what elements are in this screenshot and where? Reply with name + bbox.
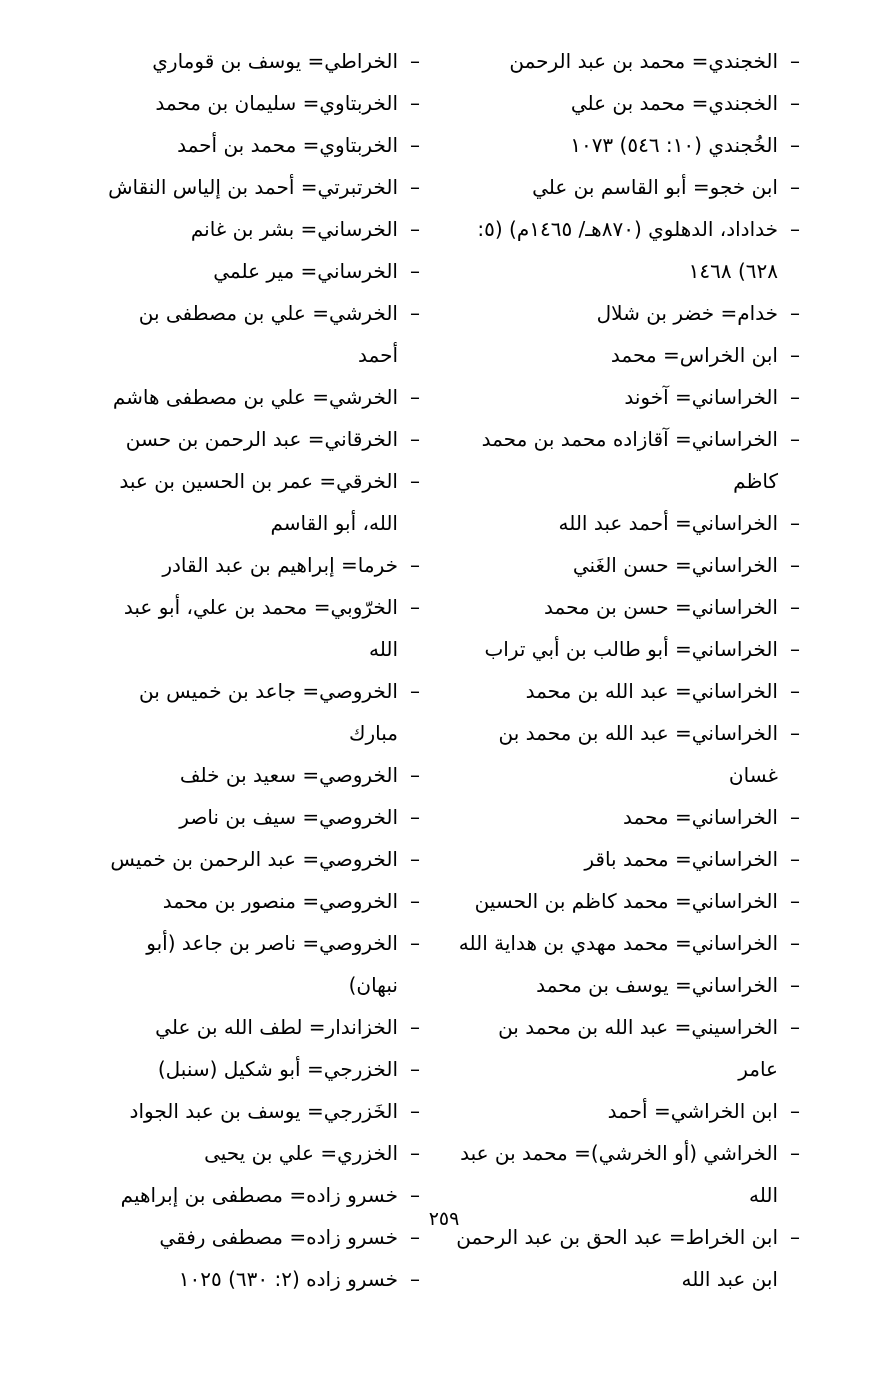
entry-dash: –: [790, 973, 800, 997]
entry-text: الخراساني= آقازاده محمد بن محمد كاظم: [481, 427, 778, 493]
entry-dash: –: [410, 553, 420, 577]
entry-text: ابن خجو= أبو القاسم بن علي: [532, 175, 778, 199]
entry-dash: –: [410, 679, 420, 703]
entry-dash: –: [410, 1099, 420, 1123]
entry-text: الخروصي= عبد الرحمن بن خميس: [110, 847, 398, 871]
entry-text: الخزاندار= لطف الله بن علي: [155, 1015, 398, 1039]
index-entry: [454, 376, 806, 418]
entry-dash: –: [790, 217, 800, 241]
entry-dash: –: [790, 511, 800, 535]
entry-text: ابن الخراط= عبد الحق بن عبد الرحمن ابن عبد الله: [456, 1225, 778, 1291]
index-entry: [454, 502, 806, 544]
entry-text: الخروصي= سيف بن ناصر: [179, 805, 398, 829]
entry-text: الخربتاوي= سليمان بن محمد: [155, 91, 398, 115]
entry-text: الخروصي= منصور بن محمد: [162, 889, 398, 913]
entry-dash: –: [410, 595, 420, 619]
entry-text: الخرقاني= عبد الرحمن بن حسن: [125, 427, 398, 451]
entry-dash: –: [790, 721, 800, 745]
index-entry: [106, 292, 426, 376]
entry-dash: –: [790, 385, 800, 409]
entry-text: الخروصي= جاعد بن خميس بن مبارك: [138, 679, 398, 745]
index-entry: [106, 82, 426, 124]
entry-text: خسرو زاده (٢: ٦٣٠) ١٠٢٥: [178, 1267, 398, 1291]
entry-dash: –: [790, 427, 800, 451]
entry-text: خرما= إبراهيم بن عبد القادر: [162, 553, 398, 577]
entry-dash: –: [790, 175, 800, 199]
entry-dash: –: [410, 385, 420, 409]
index-entry: [454, 1006, 806, 1090]
index-entry: [106, 586, 426, 670]
index-entry: [106, 796, 426, 838]
entry-text: خسرو زاده= مصطفى رفقي: [159, 1225, 398, 1249]
entry-text: الخرقي= عمر بن الحسين بن عبد الله، أبو القاسم: [119, 469, 398, 535]
index-entry: [454, 796, 806, 838]
index-entry: [106, 880, 426, 922]
entry-dash: –: [410, 1225, 420, 1249]
entry-dash: –: [410, 91, 420, 115]
entry-text: الخرّوبي= محمد بن علي، أبو عبد الله: [123, 595, 398, 661]
index-entry: [454, 712, 806, 796]
entry-text: الخراساني= عبد الله بن محمد: [525, 679, 778, 703]
index-entry: [454, 1090, 806, 1132]
entry-dash: –: [410, 889, 420, 913]
index-entry: [454, 964, 806, 1006]
entry-dash: –: [410, 301, 420, 325]
index-entry: [454, 838, 806, 880]
entry-dash: –: [790, 301, 800, 325]
entry-text: الخرشي= علي بن مصطفى بن أحمد: [138, 301, 398, 367]
index-entry: [106, 1048, 426, 1090]
entry-dash: –: [410, 931, 420, 955]
entry-dash: –: [790, 1099, 800, 1123]
index-column-right: [454, 40, 806, 1300]
entry-text: الخراساني= عبد الله بن محمد بن غسان: [498, 721, 778, 787]
index-entry: [454, 880, 806, 922]
page-number: ٢٥٩: [428, 1208, 460, 1230]
index-entry: [106, 670, 426, 754]
index-entry: [106, 40, 426, 82]
entry-dash: –: [790, 679, 800, 703]
index-entry: [106, 124, 426, 166]
entry-dash: –: [410, 133, 420, 157]
entry-text: الخُجندي (١٠: ٥٤٦) ١٠٧٣: [570, 133, 778, 157]
index-entry: [106, 838, 426, 880]
entry-text: الخراساني= حسن بن محمد: [544, 595, 778, 619]
index-entry: [454, 166, 806, 208]
entry-dash: –: [410, 469, 420, 493]
entry-text: الخراساني= محمد مهدي بن هداية الله: [458, 931, 778, 955]
entry-dash: –: [410, 217, 420, 241]
index-entry: [454, 82, 806, 124]
entry-dash: –: [790, 931, 800, 955]
entry-dash: –: [410, 427, 420, 451]
entry-text: خداداد، الدهلوي (٨٧٠هـ/ ١٤٦٥م) (٥: ٦٢٨) ١٤٦٨: [477, 217, 778, 283]
entry-dash: –: [410, 1015, 420, 1039]
entry-text: خسرو زاده= مصطفى بن إبراهيم: [120, 1183, 398, 1207]
index-entry: [106, 1132, 426, 1174]
index-column-left: [106, 40, 426, 1300]
index-entry: [454, 544, 806, 586]
entry-dash: –: [790, 805, 800, 829]
entry-dash: –: [410, 259, 420, 283]
index-entry: [106, 754, 426, 796]
entry-dash: –: [410, 49, 420, 73]
index-entry: [454, 670, 806, 712]
index-entry: [106, 922, 426, 1006]
entry-text: الخراساني= محمد كاظم بن الحسين: [474, 889, 778, 913]
entry-text: الخزري= علي بن يحيى: [204, 1141, 398, 1165]
index-entry: [454, 586, 806, 628]
entry-text: ابن الخراشي= أحمد: [607, 1099, 778, 1123]
entry-dash: –: [790, 1015, 800, 1039]
entry-text: الخرساني= مير علمي: [213, 259, 398, 283]
entry-dash: –: [790, 595, 800, 619]
index-entry: [106, 376, 426, 418]
entry-text: الخروصي= سعيد بن خلف: [179, 763, 398, 787]
entry-dash: –: [790, 49, 800, 73]
entry-text: الخزرجي= أبو شكيل (سنبل): [157, 1057, 398, 1081]
index-entry: [454, 124, 806, 166]
index-entry: [106, 208, 426, 250]
entry-text: خدام= خضر بن شلال: [596, 301, 778, 325]
index-entry: [454, 922, 806, 964]
entry-text: الخراساني= أحمد عبد الله: [558, 511, 778, 535]
index-entry: [106, 1090, 426, 1132]
entry-dash: –: [410, 763, 420, 787]
entry-dash: –: [410, 1183, 420, 1207]
entry-text: الخراساني= محمد باقر: [584, 847, 778, 871]
entry-text: الخرتبرتي= أحمد بن إلياس النقاش: [108, 175, 398, 199]
entry-text: الخراساني= آخوند: [624, 385, 778, 409]
entry-dash: –: [790, 91, 800, 115]
index-entry: [106, 418, 426, 460]
index-entry: [106, 460, 426, 544]
entry-text: الخرساني= بشر بن غانم: [190, 217, 398, 241]
entry-text: الخراشي (أو الخرشي)= محمد بن عبد الله: [460, 1141, 778, 1207]
entry-text: الخراساني= أبو طالب بن أبي تراب: [484, 637, 778, 661]
entry-text: الخراسيني= عبد الله بن محمد بن عامر: [498, 1015, 778, 1081]
entry-text: الخراساني= يوسف بن محمد: [536, 973, 778, 997]
entry-dash: –: [790, 553, 800, 577]
entry-text: الخراساني= محمد: [622, 805, 778, 829]
entry-dash: –: [790, 1141, 800, 1165]
entry-dash: –: [790, 847, 800, 871]
entry-text: الخَزرجي= يوسف بن عبد الجواد: [129, 1099, 398, 1123]
index-entry: [454, 292, 806, 334]
index-entry: [454, 40, 806, 82]
entry-dash: –: [790, 637, 800, 661]
entry-dash: –: [410, 847, 420, 871]
index-entry: [454, 628, 806, 670]
entry-dash: –: [410, 1057, 420, 1081]
entry-dash: –: [790, 1225, 800, 1249]
entry-dash: –: [410, 175, 420, 199]
entry-text: الخربتاوي= محمد بن أحمد: [177, 133, 398, 157]
entry-dash: –: [790, 343, 800, 367]
index-entry: [454, 334, 806, 376]
entry-text: الخجندي= محمد بن عبد الرحمن: [509, 49, 778, 73]
entry-dash: –: [790, 889, 800, 913]
entry-dash: –: [410, 805, 420, 829]
entry-text: الخراطي= يوسف بن قوماري: [152, 49, 398, 73]
index-entry: [106, 1258, 426, 1300]
index-entry: [106, 1006, 426, 1048]
entry-text: الخراساني= حسن الغَني: [572, 553, 778, 577]
index-entry: [106, 544, 426, 586]
entry-text: الخرشي= علي بن مصطفى هاشم: [112, 385, 398, 409]
entry-dash: –: [790, 133, 800, 157]
entry-text: الخجندي= محمد بن علي: [570, 91, 778, 115]
index-entry: [106, 250, 426, 292]
index-entry: [454, 1132, 806, 1216]
entry-dash: –: [410, 1141, 420, 1165]
index-entry: [454, 208, 806, 292]
entry-text: الخروصي= ناصر بن جاعد (أبو نبهان): [146, 931, 398, 997]
entry-text: ابن الخراس= محمد: [610, 343, 778, 367]
index-entry: [106, 166, 426, 208]
index-entry: [454, 418, 806, 502]
entry-dash: –: [410, 1267, 420, 1291]
